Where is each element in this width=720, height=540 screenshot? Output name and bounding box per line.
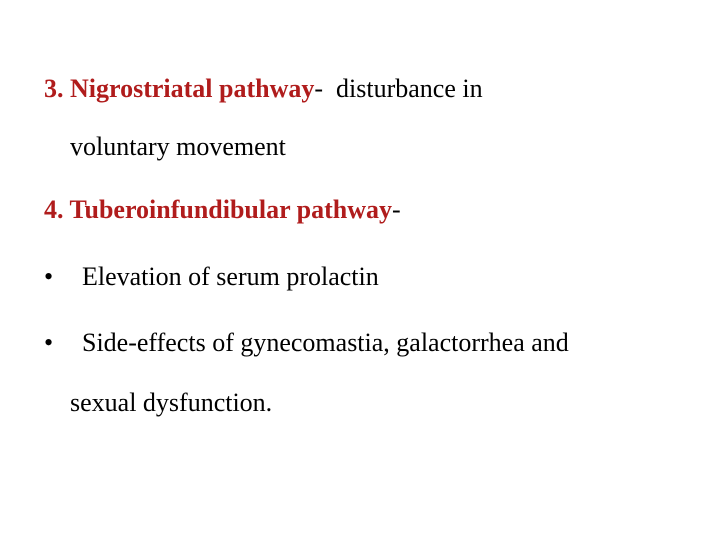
nigrostriatal-text: disturbance in	[336, 74, 483, 103]
nigrostriatal-heading: 3. Nigrostriatal pathway	[44, 74, 315, 103]
bullet-side-effects	[44, 328, 569, 358]
bullet-prolactin	[44, 262, 379, 292]
item-tuberoinfundibular-line	[44, 195, 401, 225]
bullet-marker: •	[44, 328, 54, 357]
bullet-side-effects-continuation: sexual dysfunction.	[70, 388, 273, 417]
bullet-marker: •	[44, 262, 54, 291]
bullet-prolactin-text: Elevation of serum prolactin	[82, 262, 379, 291]
item-nigrostriatal-line	[44, 74, 483, 104]
nigrostriatal-continuation: voluntary movement	[70, 132, 286, 161]
tuberoinfundibular-dash: -	[392, 195, 401, 224]
bullet-side-effects-text: Side-effects of gynecomastia, galactorrhea and	[82, 328, 569, 357]
nigrostriatal-dash: -	[314, 74, 324, 103]
tuberoinfundibular-heading: 4. Tuberoinfundibular pathway	[44, 195, 393, 224]
